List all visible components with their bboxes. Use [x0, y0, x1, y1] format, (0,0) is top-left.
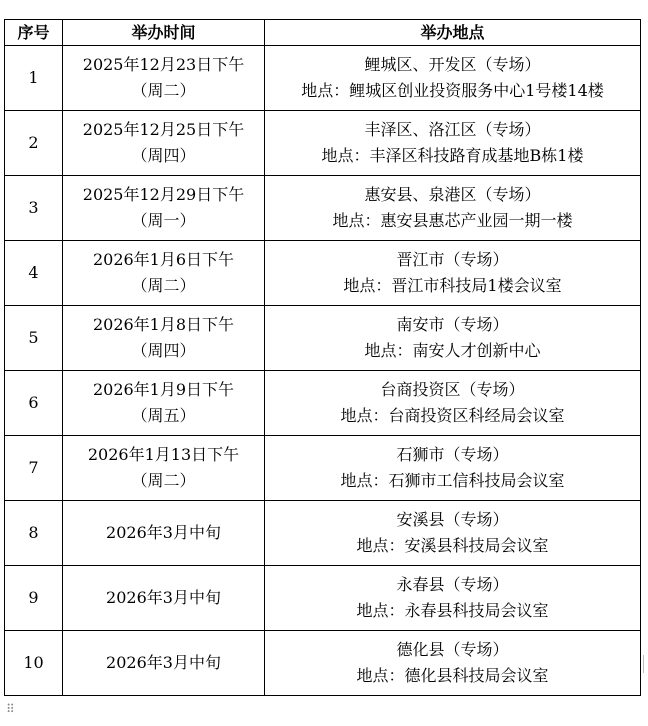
place-venue: 地点：石狮市工信科技局会议室	[340, 471, 565, 490]
table-row	[5, 371, 641, 436]
time-weekday: （周二）	[131, 471, 196, 490]
place-district: 惠安县、泉港区（专场）	[364, 185, 541, 204]
row-index: 3	[5, 176, 63, 241]
place-district: 德化县（专场）	[396, 640, 509, 659]
row-time	[63, 501, 265, 566]
place-district: 石狮市（专场）	[396, 445, 509, 464]
table-row	[5, 501, 641, 566]
row-index: 5	[5, 306, 63, 371]
row-time	[63, 111, 265, 176]
row-place	[265, 631, 641, 696]
row-place	[265, 111, 641, 176]
table-row	[5, 46, 641, 111]
row-place	[265, 306, 641, 371]
row-time	[63, 241, 265, 306]
time-date: 2026年1月9日下午	[92, 380, 235, 399]
time-date: 2026年3月中旬	[106, 588, 221, 607]
row-time	[63, 176, 265, 241]
place-venue: 地点：安溪县科技局会议室	[356, 536, 549, 555]
time-weekday: （周五）	[131, 406, 196, 425]
row-time	[63, 371, 265, 436]
place-district: 安溪县（专场）	[396, 510, 509, 529]
place-venue: 地点：惠安县惠芯产业园一期一楼	[332, 211, 573, 230]
time-date: 2025年12月29日下午	[82, 185, 245, 204]
row-index: 1	[5, 46, 63, 111]
resize-handle[interactable]	[643, 655, 648, 673]
row-place	[265, 176, 641, 241]
row-index: 4	[5, 241, 63, 306]
row-index: 6	[5, 371, 63, 436]
time-weekday: （周一）	[131, 211, 196, 230]
place-venue: 地点：丰泽区科技路育成基地B栋1楼	[321, 146, 584, 165]
row-index: 9	[5, 566, 63, 631]
row-place	[265, 371, 641, 436]
table-row	[5, 436, 641, 501]
place-venue: 地点：台商投资区科经局会议室	[340, 406, 565, 425]
row-place	[265, 501, 641, 566]
row-time	[63, 631, 265, 696]
row-time	[63, 46, 265, 111]
header-row	[5, 20, 641, 46]
row-time	[63, 306, 265, 371]
time-date: 2025年12月25日下午	[82, 120, 245, 139]
row-index: 10	[5, 631, 63, 696]
place-district: 台商投资区（专场）	[380, 380, 525, 399]
table-row	[5, 306, 641, 371]
place-venue: 地点：永春县科技局会议室	[356, 601, 549, 620]
row-index: 8	[5, 501, 63, 566]
row-index: 2	[5, 111, 63, 176]
time-date: 2026年3月中旬	[106, 653, 221, 672]
place-venue: 地点：南安人才创新中心	[364, 341, 541, 360]
time-date: 2026年1月6日下午	[92, 250, 235, 269]
place-district: 鲤城区、开发区（专场）	[364, 55, 541, 74]
place-district: 晋江市（专场）	[396, 250, 509, 269]
table-row	[5, 566, 641, 631]
table-row	[5, 176, 641, 241]
place-venue: 地点：晋江市科技局1楼会议室	[343, 276, 562, 295]
header-time: 举办时间	[63, 20, 265, 46]
place-venue: 地点：鲤城区创业投资服务中心1号楼14楼	[301, 81, 604, 100]
time-weekday: （周二）	[131, 81, 196, 100]
table-row	[5, 241, 641, 306]
place-district: 丰泽区、洛江区（专场）	[364, 120, 541, 139]
time-date: 2026年1月8日下午	[92, 315, 235, 334]
header-index: 序号	[5, 20, 63, 46]
time-weekday: （周四）	[131, 341, 196, 360]
table-row	[5, 111, 641, 176]
time-date: 2026年1月13日下午	[87, 445, 240, 464]
row-place	[265, 566, 641, 631]
row-index: 7	[5, 436, 63, 501]
place-district: 南安市（专场）	[396, 315, 509, 334]
row-time	[63, 566, 265, 631]
time-weekday: （周二）	[131, 276, 196, 295]
time-date: 2025年12月23日下午	[82, 55, 245, 74]
place-venue: 地点：德化县科技局会议室	[356, 666, 549, 685]
place-district: 永春县（专场）	[396, 575, 509, 594]
time-weekday: （周四）	[131, 146, 196, 165]
row-place	[265, 46, 641, 111]
drag-handle-icon[interactable]: ⠿	[6, 702, 13, 716]
row-time	[63, 436, 265, 501]
time-date: 2026年3月中旬	[106, 523, 221, 542]
header-place: 举办地点	[265, 20, 641, 46]
schedule-table	[4, 19, 641, 696]
row-place	[265, 436, 641, 501]
row-place	[265, 241, 641, 306]
table-row	[5, 631, 641, 696]
